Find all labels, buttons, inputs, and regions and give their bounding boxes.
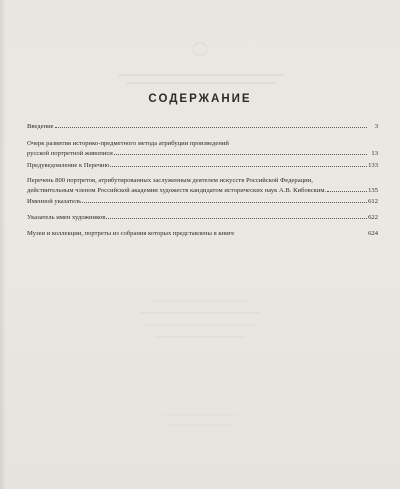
contents-heading: СОДЕРЖАНИЕ <box>148 93 252 105</box>
toc-entry-page: 135 <box>368 187 378 194</box>
show-through-line <box>170 424 230 426</box>
toc-entry <box>27 228 378 238</box>
page-gutter-shadow <box>0 0 6 489</box>
leader-dots <box>327 185 367 192</box>
toc-entry <box>27 139 378 158</box>
toc-entry-title: Предуведомление к Перечню <box>27 162 110 169</box>
show-through-line <box>126 82 276 84</box>
toc-entry-title: Указатель имен художников <box>27 214 106 221</box>
show-through-line <box>165 414 235 416</box>
toc-entry-title: Именной указатель <box>27 198 82 205</box>
toc-entry <box>27 176 378 195</box>
toc-entry-page: 622 <box>368 214 378 221</box>
leader-dots <box>82 196 367 203</box>
toc-entry-page: 612 <box>368 198 378 205</box>
toc-entry-title-cont: русской портретной живописи <box>27 150 113 157</box>
toc-entry-title: Музеи и коллекции, портреты из собрания которых представлены в книге <box>27 230 235 237</box>
toc-entry-page: 13 <box>371 150 378 157</box>
show-through-line <box>118 74 284 76</box>
toc-entry-title: Введение <box>27 123 54 130</box>
toc-entry <box>27 121 378 131</box>
leader-dots <box>55 121 367 128</box>
toc-entry-title: Очерк развития историко-предметного метода атрибуции произведений <box>27 140 229 147</box>
faint-emblem <box>193 42 207 56</box>
leader-dots <box>235 228 367 235</box>
leader-dots <box>114 148 367 155</box>
toc-entry-page: 3 <box>374 123 378 130</box>
leader-dots <box>106 212 367 219</box>
show-through-line <box>155 336 245 338</box>
toc-entry-title: Перечень 800 портретов, атрибутированных заслуженным деятелем искусств Российской Федерации, <box>27 177 313 184</box>
show-through-line <box>140 312 260 314</box>
leader-dots <box>110 160 367 167</box>
show-through-line <box>150 300 250 302</box>
show-through-line <box>145 324 255 326</box>
toc-entry <box>27 196 378 206</box>
toc-entry-page: 624 <box>368 230 378 237</box>
toc-entry-page: 133 <box>368 162 378 169</box>
toc-entry <box>27 212 378 222</box>
toc-entry <box>27 160 378 170</box>
toc-entry-title-cont: действительным членом Российской академии художеств кандидатом исторических наук А.В. Кибовским. <box>27 187 327 194</box>
